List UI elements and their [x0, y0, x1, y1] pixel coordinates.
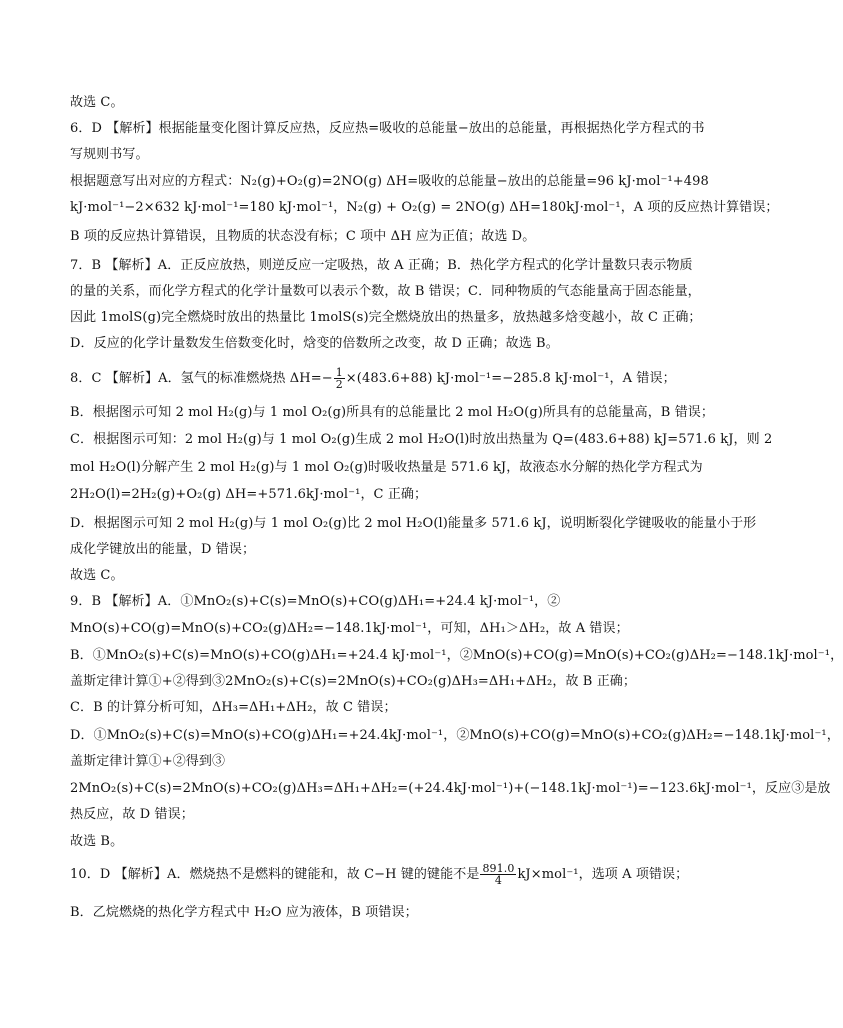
- text-segment: ×(483.6+88) kJ·mol⁻¹=−285.8 kJ·mol⁻¹，A 错误；: [345, 371, 676, 386]
- fraction-numerator: 891.0: [482, 862, 515, 875]
- text-segment: 8．C 【解析】A．氢气的标准燃烧热 ΔH=−: [70, 371, 333, 386]
- text-line-with-fraction: [70, 366, 735, 394]
- fraction-denominator: 4: [494, 874, 502, 887]
- fraction: [480, 863, 516, 886]
- text-line: B．根据图示可知 2 mol H₂(g)与 1 mol O₂(g)所具有的总能量比 2 mol H₂O(g)所具有的总能量高，B 错误；: [70, 405, 714, 420]
- text-line: D．根据图示可知 2 mol H₂(g)与 1 mol O₂(g)比 2 mol H₂O(l)能量多 571.6 kJ，说明断裂化学键吸收的能量小于形: [70, 516, 757, 531]
- fraction-denominator: 2: [335, 378, 343, 391]
- text-line: B．乙烷燃烧的热化学方程式中 H₂O 应为液体，B 项错误；: [70, 905, 418, 920]
- fraction: [334, 367, 345, 390]
- text-line: kJ·mol⁻¹−2×632 kJ·mol⁻¹=180 kJ·mol⁻¹，N₂(g) + O₂(g) = 2NO(g) ΔH=180kJ·mol⁻¹，A 项的反应热计算错误；: [70, 200, 779, 215]
- text-line: 盖斯定律计算①+②得到③2MnO₂(s)+C(s)=2MnO(s)+CO₂(g)ΔH₃=ΔH₁+ΔH₂，故 B 正确；: [70, 674, 636, 689]
- text-line: 的量的关系，而化学方程式的化学计量数可以表示个数，故 B 错误；C．同种物质的气态能量高于固态能量，: [70, 284, 701, 299]
- fraction-numerator: 1: [335, 366, 343, 379]
- text-line: 故选 C。: [70, 95, 124, 110]
- text-line: D．①MnO₂(s)+C(s)=MnO(s)+CO(g)ΔH₁=+24.4kJ·mol⁻¹，②MnO(s)+CO(g)=MnO(s)+CO₂(g)ΔH₂=−148.1kJ·mol⁻¹，: [70, 728, 840, 743]
- text-line: 9．B 【解析】A．①MnO₂(s)+C(s)=MnO(s)+CO(g)ΔH₁=+24.4 kJ·mol⁻¹，②: [70, 594, 561, 609]
- text-line: MnO(s)+CO(g)=MnO(s)+CO₂(g)ΔH₂=−148.1kJ·mol⁻¹，可知，ΔH₁＞ΔH₂，故 A 错误；: [70, 621, 629, 636]
- text-segment: kJ×mol⁻¹，选项 A 项错误；: [517, 867, 689, 882]
- text-line: B 项的反应热计算错误，且物质的状态没有标；C 项中 ΔH 应为正值；故选 D。: [70, 229, 536, 244]
- text-line: 热反应，故 D 错误；: [70, 807, 194, 822]
- text-line: mol H₂O(l)分解产生 2 mol H₂(g)与 1 mol O₂(g)时吸收热量是 571.6 kJ，故液态水分解的热化学方程式为: [70, 460, 703, 475]
- text-line: 7．B 【解析】A．正反应放热，则逆反应一定吸热，故 A 正确；B．热化学方程式的化学计量数只表示物质: [70, 258, 693, 273]
- text-line: 故选 C。: [70, 568, 124, 583]
- text-line: 写规则书写。: [70, 147, 149, 162]
- text-line-with-fraction: [70, 860, 735, 892]
- text-line: 2MnO₂(s)+C(s)=2MnO(s)+CO₂(g)ΔH₃=ΔH₁+ΔH₂=(+24.4kJ·mol⁻¹)+(−148.1kJ·mol⁻¹)=−123.6kJ·mol⁻¹，反应③是放: [70, 781, 831, 796]
- text-line: 2H₂O(l)=2H₂(g)+O₂(g) ΔH=+571.6kJ·mol⁻¹，C 正确；: [70, 487, 428, 502]
- text-line: 因此 1molS(g)完全燃烧时放出的热量比 1molS(s)完全燃烧放出的热量多，放热越多焓变越小，故 C 正确；: [70, 310, 702, 325]
- text-line: 盖斯定律计算①+②得到③: [70, 754, 226, 769]
- text-line: D．反应的化学计量数发生倍数变化时，焓变的倍数所之改变，故 D 正确；故选 B。: [70, 336, 559, 351]
- text-line: 故选 B。: [70, 834, 124, 849]
- text-line: 根据题意写出对应的方程式：N₂(g)+O₂(g)=2NO(g) ΔH=吸收的总能量−放出的总能量=96 kJ·mol⁻¹+498: [70, 174, 709, 189]
- text-line: C．根据图示可知：2 mol H₂(g)与 1 mol O₂(g)生成 2 mol H₂O(l)时放出热量为 Q=(483.6+88) kJ=571.6 kJ，则 2: [70, 432, 773, 447]
- text-line: C．B 的计算分析可知，ΔH₃=ΔH₁+ΔH₂，故 C 错误；: [70, 700, 397, 715]
- text-line: 成化学键放出的能量，D 错误；: [70, 542, 256, 557]
- text-segment: 10．D 【解析】A．燃烧热不是燃料的键能和，故 C−H 键的键能不是: [70, 867, 480, 882]
- text-line: 6．D 【解析】根据能量变化图计算反应热，反应热=吸收的总能量−放出的总能量，再根据热化学方程式的书: [70, 121, 705, 136]
- text-line: B．①MnO₂(s)+C(s)=MnO(s)+CO(g)ΔH₁=+24.4 kJ·mol⁻¹，②MnO(s)+CO(g)=MnO(s)+CO₂(g)ΔH₂=−148.1kJ·mol⁻¹，: [70, 648, 843, 663]
